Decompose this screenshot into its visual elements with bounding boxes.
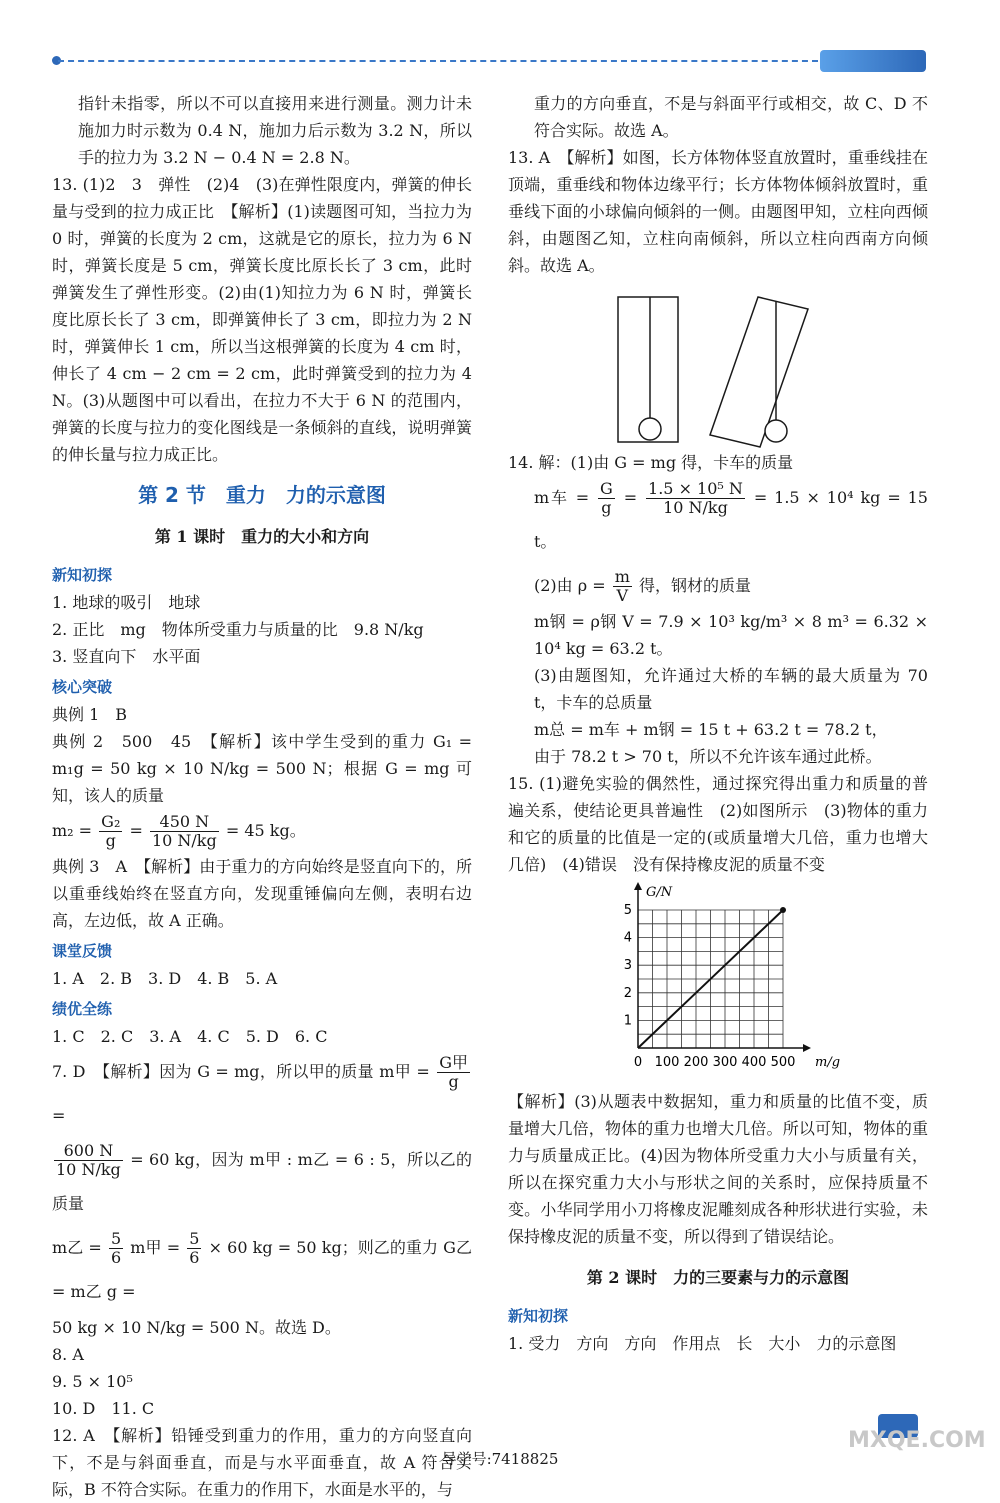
example-3: 典例 3 A 【解析】由于重力的方向始终是竖直向下的，所以重垂线始终在竖直方向，发现重锤偏向左侧，表明右边高，左边低，故 A 正确。: [52, 857, 472, 930]
x-tick-label: 200: [683, 1055, 709, 1070]
weight-mass-graph: [508, 878, 928, 1088]
y-tick-label: 2: [623, 985, 632, 1001]
lesson-title: 第 2 课时 力的三要素与力的示意图: [586, 1268, 850, 1287]
fraction-num: G₂: [101, 812, 121, 831]
x-axis-label: m/g: [815, 1055, 841, 1070]
answer-15-analysis: 【解析】(3)从题表中数据知，重力和质量的比值不变，质量增大几倍，物体的重力也增大几倍。所以可知，物体的重力与质量成正比。(4)因为物体所受重力大小与质量有关，所以在探究重力大小与形状之间的关系时，应保持质量不变。小华同学用小刀将橡皮泥雕刻成各种形状进行实验，未保持橡皮泥的质量不变，所以得到了错误结论。: [508, 1092, 928, 1246]
continued-paragraph: 指针未指零，所以不可以直接用来进行测量。测力计未施加力时示数为 0.4 N，施加力后示数为 3.2 N，所以手的拉力为 3.2 N − 0.4 N = 2.8 N。: [78, 94, 472, 167]
plumb-line-figures: [508, 279, 928, 449]
x-tick-label: 300: [712, 1055, 738, 1070]
y-tick-label: 3: [623, 958, 632, 974]
answer-14-part3: (3)由题图知，允许通过大桥的车辆的最大质量为 70 t，卡车的总质量: [534, 666, 928, 712]
fraction: [598, 480, 615, 517]
fraction: [437, 1054, 470, 1091]
plumb-line-diagram: [508, 279, 928, 449]
chart-svg: [508, 878, 928, 1088]
answer-14-steel: m钢 = ρ钢 V = 7.9 × 10³ kg/m³ × 8 m³ = 6.32 × 10⁴ kg = 63.2 t。: [534, 612, 928, 658]
fraction: [150, 813, 219, 850]
lesson-title: 第 1 课时 重力的大小和方向: [154, 527, 370, 546]
fraction-den: g: [105, 831, 116, 850]
answer-14-total: m总 = m车 + m钢 = 15 t + 63.2 t = 78.2 t，: [534, 720, 888, 739]
header-rule: [58, 60, 818, 62]
fraction: [54, 1142, 123, 1179]
fraction: [109, 1230, 123, 1267]
x-tick-label: 100: [654, 1055, 680, 1070]
answer-12: 12. A 【解析】铅锤受到重力的作用，重力的方向竖直向下，不是与斜面垂直，而是与水平面垂直，故 A 符合实际，B 不符合实际。在重力的作用下，水面是水平的，与: [52, 1426, 472, 1499]
label-new-knowledge: 新知初探: [52, 566, 113, 584]
fraction: [187, 1230, 201, 1267]
formula-text: =: [52, 1106, 66, 1125]
continued-paragraph: 重力的方向垂直，不是与斜面平行或相交，故 C、D 不符合实际。故选 A。: [534, 94, 928, 140]
formula-text: =: [623, 488, 638, 507]
label-feedback: 课堂反馈: [52, 942, 113, 960]
fraction: [99, 813, 122, 850]
x-tick-label: 400: [741, 1055, 767, 1070]
example-2-formula: [52, 809, 472, 853]
answer-8: 8. A: [52, 1345, 84, 1364]
y-axis-arrow: [634, 882, 642, 890]
answer-7: [52, 1050, 472, 1138]
guide-number: 导学号:7418825: [441, 1450, 559, 1468]
answer-n1: 1. 受力 方向 方向 作用点 长 大小 力的示意图: [508, 1334, 897, 1353]
formula-text: =: [129, 821, 143, 840]
data-point: [780, 907, 786, 913]
answer-n2: 2. 正比 mg 物体所受重力与质量的比 9.8 N/kg: [52, 620, 424, 639]
left-column: [52, 90, 472, 1503]
formula-text: m车 =: [534, 488, 590, 507]
y-tick-label: 1: [623, 1013, 632, 1029]
fraction-num: G甲: [439, 1053, 468, 1072]
formula-text: 得，钢材的质量: [639, 576, 752, 595]
formula-text: (2)由 ρ =: [534, 576, 606, 595]
formula-text: 7. D 【解析】因为 G = mg，所以甲的质量 m甲 =: [52, 1062, 430, 1081]
plumb-bob: [639, 418, 661, 440]
y-tick-label: 4: [623, 930, 632, 946]
plumb-bob: [765, 420, 787, 442]
label-new-knowledge: 新知初探: [508, 1307, 569, 1325]
tilted-block: [710, 297, 808, 447]
y-axis-label: G/N: [646, 885, 673, 900]
fraction-den: 10 N/kg: [663, 498, 728, 517]
answer-14: 14. 解：(1)由 G = mg 得，卡车的质量: [508, 453, 794, 472]
x-tick-label: 0: [633, 1055, 643, 1070]
fraction-den: g: [601, 498, 612, 517]
fraction-den: 10 N/kg: [56, 1160, 121, 1179]
example-2: 典例 2 500 45 【解析】该中学生受到的重力 G₁ = m₁g = 50 kg × 10 N/kg = 500 N；根据 G = mg 可知，该人的质量: [52, 732, 472, 805]
fraction: [613, 568, 632, 605]
fraction-num: m: [614, 567, 630, 586]
right-column: [508, 90, 928, 1357]
fraction-den: g: [448, 1072, 459, 1091]
formula-text: × 60 kg = 50 kg；则乙的重力 G乙 = m乙 g =: [52, 1238, 472, 1301]
x-tick-label: 500: [770, 1055, 796, 1070]
formula-text: = 60 kg，因为 m甲 : m乙 = 6 : 5，所以乙的质量: [52, 1150, 472, 1213]
answer-7-line2: [52, 1138, 472, 1226]
fraction-num: 450 N: [150, 813, 219, 832]
fraction-den: 6: [189, 1248, 200, 1267]
formula-text: m甲 =: [130, 1238, 181, 1257]
fraction-num: 1.5 × 10⁵ N: [648, 479, 743, 498]
fraction-den: V: [616, 586, 629, 605]
formula-text: = 1.5 × 10⁴ kg = 15 t。: [534, 488, 928, 551]
answer-10-11: 10. D 11. C: [52, 1399, 155, 1418]
answer-13: 13. (1)2 3 弹性 (2)4 (3)在弹性限度内，弹簧的伸长量与受到的拉力成正比 【解析】(1)读题图可知，当拉力为 0 时，弹簧的长度为 2 cm，这就是它的原长，拉力为 6 N 时，弹簧长度是 5 cm，弹簧长度比原长长了 3 cm，此时弹簧发生了弹性形变。(2)由(1)知拉力为 6 N 时，弹簧长度比原长长了 3 cm，即弹簧伸长了 3 cm，即拉力为 2 N 时，弹簧伸长 1 cm，所以当这根弹簧的长度为 4 cm 时，伸长了 4 cm − 2 cm = 2 cm，此时弹簧受到的拉力为 4 N。(3)从题图中可以看出，在拉力不大于 6 N 的范围内，弹簧的长度与拉力的变化图线是一条倾斜的直线，说明弹簧的伸长量与拉力成正比。: [52, 175, 472, 464]
answer-14-conclusion: 由于 78.2 t > 70 t，所以不允许该车通过此桥。: [534, 747, 882, 766]
answer-n3: 3. 竖直向下 水平面: [52, 647, 201, 666]
fraction: [646, 480, 745, 517]
y-tick-label: 5: [623, 903, 632, 918]
section-title: 第 2 节 重力 力的示意图: [138, 483, 386, 507]
fraction-num: 600 N: [54, 1142, 123, 1161]
watermark: MXQE.COM: [848, 1428, 986, 1453]
formula-text: = 45 kg。: [225, 821, 306, 840]
answer-14-formula-2: [508, 564, 928, 608]
practice-answers: 1. C 2. C 3. A 4. C 5. D 6. C: [52, 1027, 328, 1046]
fraction-den: 10 N/kg: [151, 831, 217, 850]
answer-7-line3: [52, 1226, 472, 1314]
answer-9: 9. 5 × 10⁵: [52, 1372, 133, 1391]
label-practice: 绩优全练: [52, 1000, 113, 1018]
feedback-answers: 1. A 2. B 3. D 4. B 5. A: [52, 969, 278, 988]
answer-14-formula-1: [508, 476, 928, 564]
answer-13: 13. A 【解析】如图，长方体物体竖直放置时，重垂线挂在顶端，重垂线和物体边缘平行；长方体物体倾斜放置时，重垂线下面的小球偏向倾斜的一侧。由题图甲知，立柱向西倾斜，由题图乙知，立柱向南倾斜，所以立柱向西南方向倾斜。故选 A。: [508, 148, 928, 275]
header-tab: [820, 50, 926, 72]
x-axis-arrow: [803, 1044, 811, 1052]
answer-7-line4: 50 kg × 10 N/kg = 500 N。故选 D。: [52, 1318, 341, 1337]
fraction-num: 5: [110, 1229, 122, 1248]
answer-n1: 1. 地球的吸引 地球: [52, 593, 201, 612]
fraction-num: G: [600, 479, 613, 498]
answer-15: 15. (1)避免实验的偶然性，通过探究得出重力和质量的普遍关系，使结论更具普遍性 (2)如图所示 (3)物体的重力和它的质量的比值是一定的(或质量增大几倍，重力也增大几倍) (4)错误 没有保持橡皮泥的质量不变: [508, 774, 928, 874]
fraction-den: 6: [110, 1248, 122, 1267]
formula-text: m乙 =: [52, 1238, 102, 1257]
fraction-num: 5: [189, 1229, 200, 1248]
example-1: 典例 1 B: [52, 705, 128, 724]
label-core: 核心突破: [52, 678, 113, 696]
formula-text: m₂ =: [52, 821, 93, 840]
